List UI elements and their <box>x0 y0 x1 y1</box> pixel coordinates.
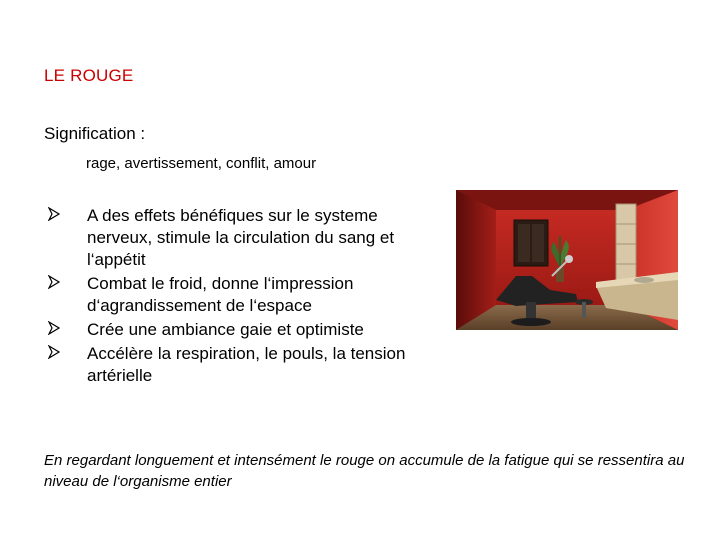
arrowhead-bullet-icon <box>48 345 60 359</box>
bullet-item <box>48 205 408 271</box>
bullet-item <box>48 319 408 341</box>
bullet-item <box>48 273 408 317</box>
bullet-text: Crée une ambiance gaie et optimiste <box>87 320 364 339</box>
bullet-item <box>48 343 408 387</box>
bullet-text: A des effets bénéfiques sur le systeme nerveux, stimule la circulation du sang et l‘appétit <box>87 206 395 269</box>
bullet-text: Accélère la respiration, le pouls, la tension artérielle <box>87 344 406 385</box>
red-room-photo <box>456 190 678 330</box>
slide-title: LE ROUGE <box>44 66 134 85</box>
arrowhead-bullet-icon <box>48 275 60 289</box>
meaning-text: rage, avertissement, conflit, amour <box>86 155 317 172</box>
fatigue-note: En regardant longuement et intensément le rouge on accumule de la fatigue qui se ressentira au niveau de l‘organisme entier <box>44 452 685 490</box>
section-subtitle: Signification : <box>44 124 146 143</box>
bullet-list <box>48 205 408 387</box>
arrowhead-bullet-icon <box>48 207 60 221</box>
bullet-text: Combat le froid, donne l‘impression d‘agrandissement de l‘espace <box>87 274 354 315</box>
arrowhead-bullet-icon <box>48 321 60 335</box>
red-room-illustration <box>456 190 678 330</box>
